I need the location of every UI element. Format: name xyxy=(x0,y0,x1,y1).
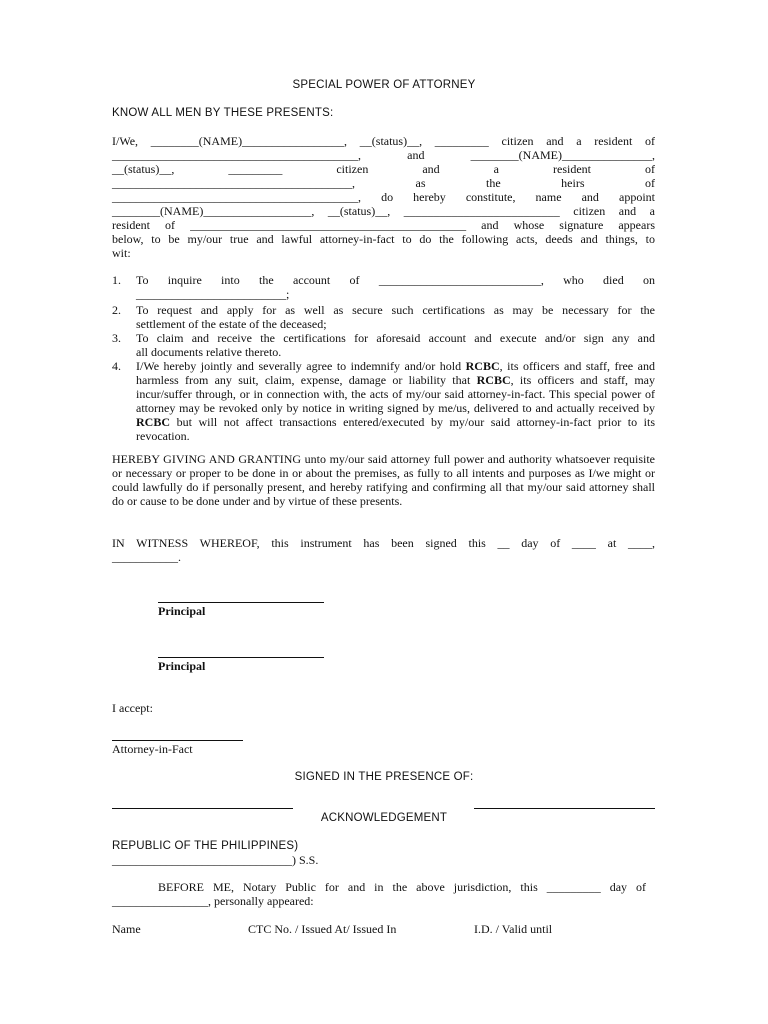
acknowledgement-heading: ACKNOWLEDGEMENT xyxy=(320,812,448,824)
witness-line: IN WITNESS WHEREOF, this instrument has been signed this __ day of ____ at ____, xyxy=(112,536,655,550)
granting-paragraph: HEREBY GIVING AND GRANTING unto my/our said attorney full power and authority whatsoever requisite or necessary or proper to be done in or about the premises, as fully to all intents and purposes as I/we might or could lawfully do if personally present, and hereby ratifying and confirming all that my/our said attorney shall do or cause to be done under and by virtue of these presents. xyxy=(112,452,655,508)
bank-name: RCBC xyxy=(465,359,500,373)
before-me-line xyxy=(158,880,646,894)
witness-signature-line xyxy=(112,808,293,809)
witness-paragraph xyxy=(112,536,655,564)
indemnity-text-part: , its officers and staff, may incur/suffer through, or in connection with, the acts of my/our said attorney-in-fact. This special power of attorney may be revoked only by notice in writing signed by me/us, delivered to and actually received by xyxy=(136,373,655,415)
item-line: settlement of the estate of the deceased; xyxy=(136,317,327,331)
item-number: 4. xyxy=(112,359,121,373)
item-line: _________________________; xyxy=(136,287,290,301)
intro-line: ________(NAME)__________________, __(status)__, __________________________ citizen and a xyxy=(112,204,655,218)
principal-label: Principal xyxy=(158,604,206,618)
principal-label: Principal xyxy=(158,659,206,673)
column-header-name: Name xyxy=(112,922,141,936)
list-item xyxy=(112,303,655,331)
intro-line: wit: xyxy=(112,246,131,260)
item-number: 3. xyxy=(112,331,121,345)
item-line: To request and apply for as well as secure such certifications as may be necessary for the xyxy=(136,303,655,317)
before-me-text: BEFORE ME, Notary Public for and in the above jurisdiction, this _________ day of xyxy=(158,880,646,894)
attorney-label: Attorney-in-Fact xyxy=(112,742,193,756)
intro-line: ________________________________________, as the heirs of xyxy=(112,176,655,190)
document-title: SPECIAL POWER OF ATTORNEY xyxy=(292,79,476,91)
intro-line: _________________________________________, do hereby constitute, name and appoint xyxy=(112,190,655,204)
intro-line: below, to be my/our true and lawful attorney-in-fact to do the following acts, deeds and things, to xyxy=(112,232,655,246)
republic-line: REPUBLIC OF THE PHILIPPINES) xyxy=(112,840,299,852)
bank-name: RCBC xyxy=(136,415,171,429)
principal-signature-line xyxy=(158,657,324,658)
indemnity-text-part: , its officers and staff, free and harmless from any suit, claim, expense, damage or liability that xyxy=(136,359,655,387)
list-item xyxy=(112,331,655,359)
item-number: 1. xyxy=(112,273,121,287)
intro-line: _________________________________________, and ________(NAME)_______________, xyxy=(112,148,655,162)
intro-line: __(status)__, _________ citizen and a resident of xyxy=(112,162,655,176)
powers-list xyxy=(112,273,655,443)
column-header-id: I.D. / Valid until xyxy=(474,922,553,936)
principal-signature-line xyxy=(158,602,324,603)
item-line: To claim and receive the certifications for aforesaid account and execute and/or sign any and xyxy=(136,331,655,345)
accept-label: I accept: xyxy=(112,701,153,715)
column-header-ctc: CTC No. / Issued At/ Issued In xyxy=(248,922,397,936)
know-all-heading: KNOW ALL MEN BY THESE PRESENTS: xyxy=(112,107,334,119)
indemnity-text-part: but will not affect transactions entered/executed by my/our said attorney-in-fact prior to its revocation. xyxy=(136,415,655,443)
signed-presence-heading: SIGNED IN THE PRESENCE OF: xyxy=(294,771,474,783)
list-item xyxy=(112,273,655,301)
intro-paragraph xyxy=(112,134,655,260)
ss-line: ______________________________) S.S. xyxy=(112,853,319,867)
attorney-signature-line xyxy=(112,740,243,741)
witness-signature-line xyxy=(474,808,655,809)
list-item xyxy=(112,359,655,443)
item-line: To inquire into the account of ___________________________, who died on xyxy=(136,273,655,287)
witness-line: ___________. xyxy=(112,550,181,564)
intro-line: I/We, ________(NAME)_________________, __(status)__, _________ citizen and a resident of xyxy=(112,134,655,148)
bank-name: RCBC xyxy=(476,373,511,387)
before-me-continuation: ________________, personally appeared: xyxy=(112,894,314,908)
item-line: all documents relative thereto. xyxy=(136,345,282,359)
indemnity-text xyxy=(136,359,655,443)
indemnity-text-part: I/We hereby jointly and severally agree to indemnify and/or hold xyxy=(136,359,466,373)
intro-line: resident of ______________________________________________ and whose signature appears xyxy=(112,218,655,232)
item-number: 2. xyxy=(112,303,121,317)
